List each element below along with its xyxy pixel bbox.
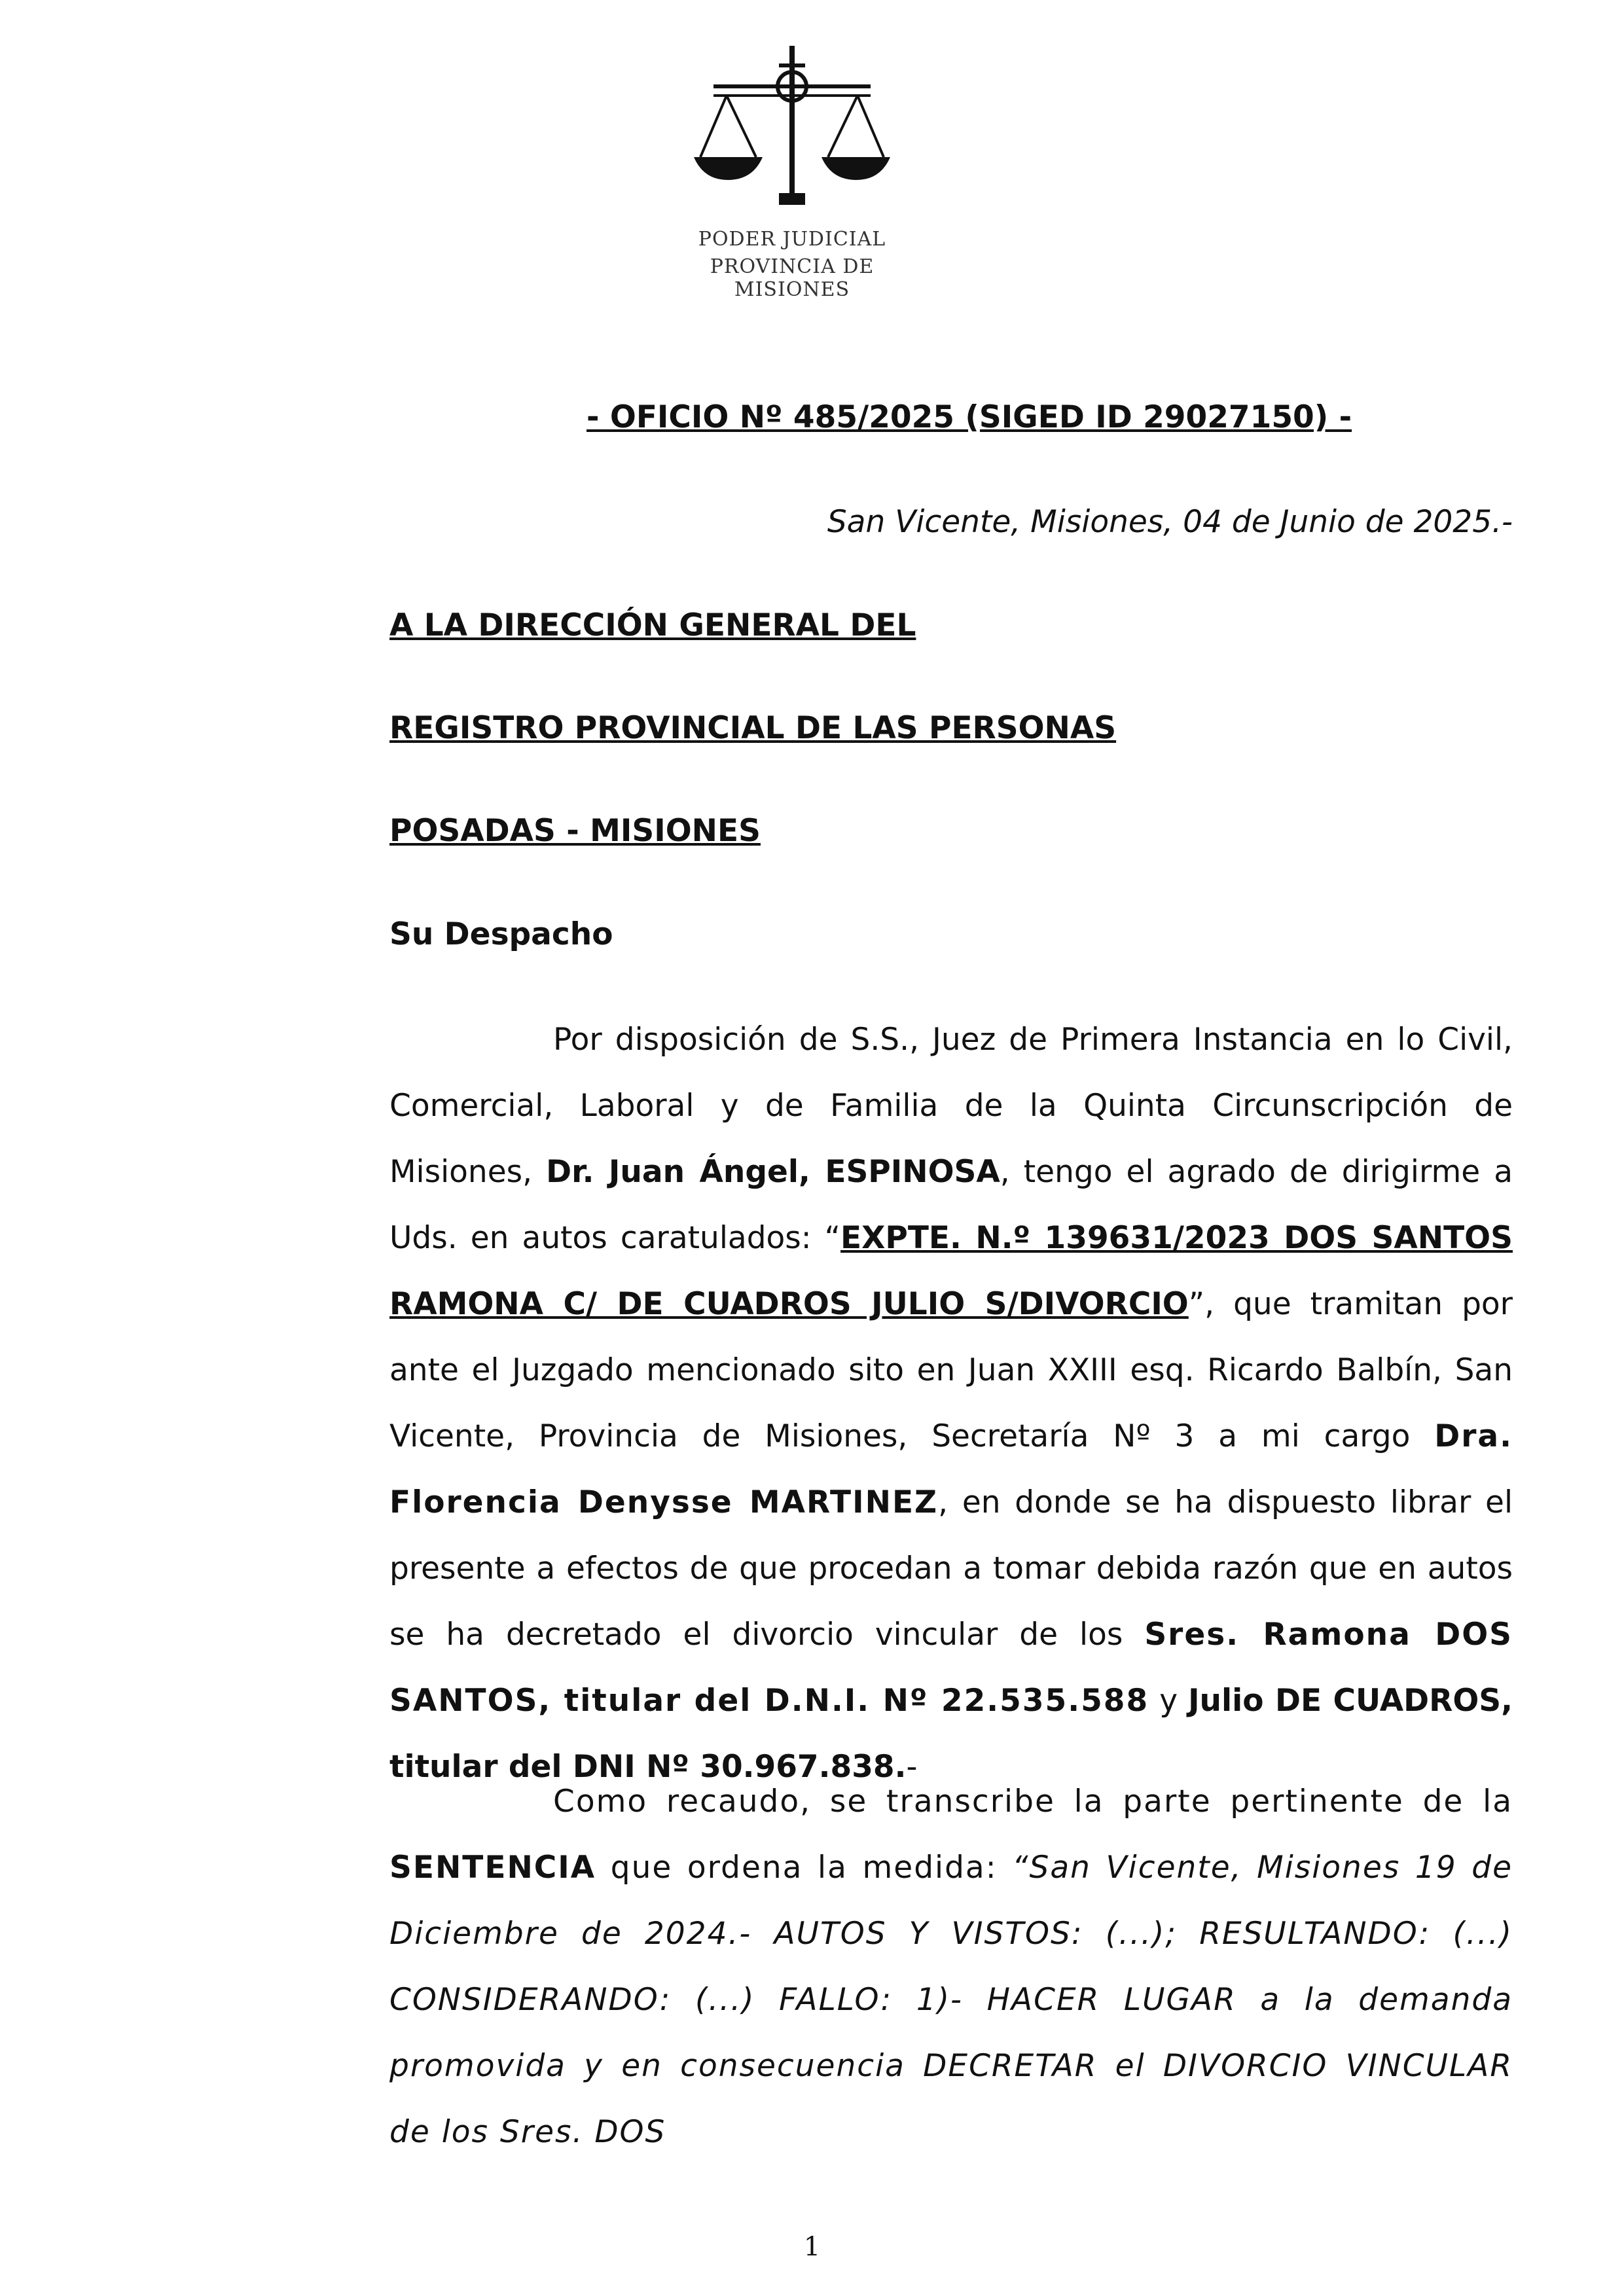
text-segment: que ordena la medida:: [596, 1850, 1013, 1886]
party-1: Sres. Ramona DOS SANTOS, titular del D.N.I. Nº 22.535.588: [389, 1617, 1513, 1719]
document-title: - OFICIO Nº 485/2025 (SIGED ID 29027150) -: [586, 399, 1352, 435]
court-logo: [655, 39, 929, 301]
party-2: Julio DE CUADROS, titular del DNI Nº 30.967.838.: [389, 1683, 1513, 1785]
text-segment: , tengo el agrado de dirigirme a Uds. en autos caratulados: “: [389, 1154, 1513, 1256]
page-number: 1: [803, 2232, 821, 2262]
sentence-label: SENTENCIA: [389, 1850, 596, 1886]
scales-of-justice-icon: [687, 39, 897, 223]
text-segment: -: [906, 1749, 918, 1785]
logo-text-line2: PROVINCIA DE MISIONES: [710, 255, 875, 301]
recipient-line-1: A LA DIRECCIÓN GENERAL DEL: [389, 607, 916, 643]
recipient-line-3: POSADAS - MISIONES: [389, 813, 761, 849]
case-title: EXPTE. N.º 139631/2023 DOS SANTOS RAMONA C/ DE CUADROS JULIO S/DIVORCIO: [389, 1220, 1513, 1322]
secretary-name: Dra. Florencia Denysse MARTINEZ: [389, 1418, 1513, 1520]
recipient-line-2: REGISTRO PROVINCIAL DE LAS PERSONAS: [389, 710, 1117, 746]
sentence-quote: “San Vicente, Misiones 19 de Diciembre de 2024.- AUTOS Y VISTOS: (...); RESULTANDO: (...) CONSIDERANDO: (...) FALLO: 1)- HACER LUGAR a la demanda promovida y en consecuencia DECRETAR el DIVORCIO VINCULAR de los Sres. DOS: [389, 1850, 1513, 2150]
text-segment: Como recaudo, se transcribe la parte pertinente de la: [553, 1784, 1513, 1820]
body-paragraph-1: [389, 1007, 1513, 1800]
text-segment: ”, que tramitan por ante el Juzgado mencionado sito en Juan XXIII esq. Ricardo Balbín, San Vicente, Provincia de Misiones, Secretaría Nº 3 a mi cargo: [389, 1286, 1513, 1454]
document-date: San Vicente, Misiones, 04 de Junio de 2025.-: [827, 504, 1513, 540]
logo-text-line1: PODER JUDICIAL: [698, 228, 886, 251]
text-segment: y: [1149, 1683, 1189, 1719]
body-paragraph-2: [389, 1768, 1513, 2165]
text-segment: Por disposición de S.S., Juez de Primera Instancia en lo Civil, Comercial, Laboral y de Familia de la Quinta Circunscripción de Misiones,: [389, 1022, 1513, 1190]
salutation: Su Despacho: [389, 916, 613, 952]
text-segment: , en donde se ha dispuesto librar el presente a efectos de que procedan a tomar debida razón que en autos se ha decretado el divorcio vincular de los: [389, 1484, 1513, 1653]
judge-name: Dr. Juan Ángel, ESPINOSA: [546, 1154, 1000, 1190]
